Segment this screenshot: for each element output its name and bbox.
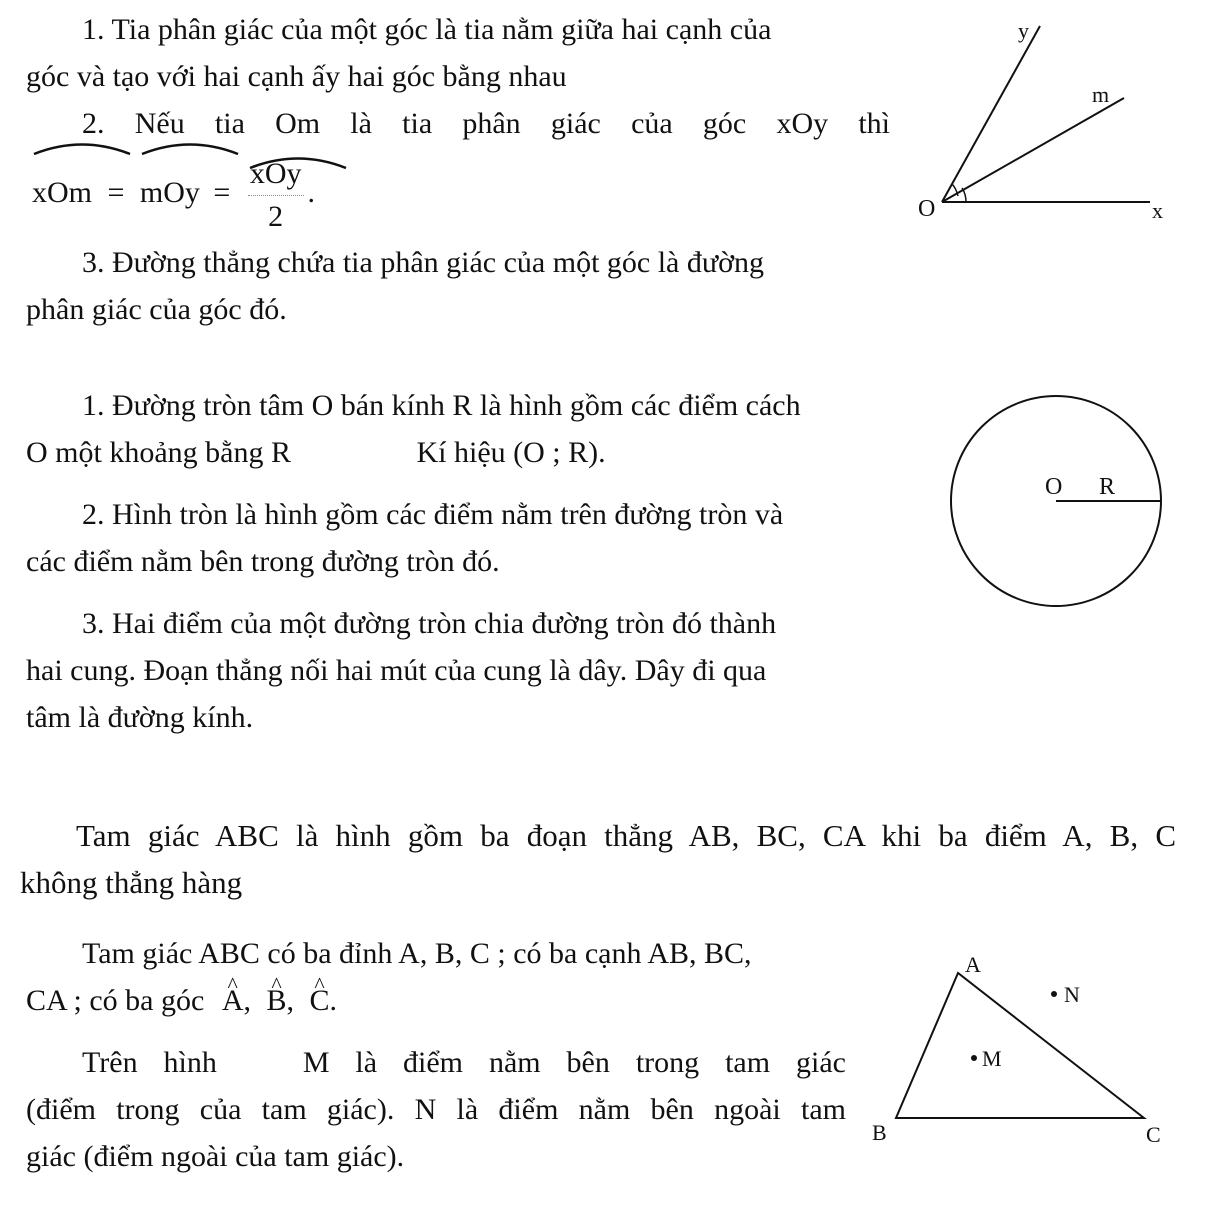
formula-period: . bbox=[307, 176, 316, 209]
label-y: y bbox=[1018, 18, 1029, 43]
vertex-label-b: B bbox=[872, 1120, 887, 1145]
equals-sign-1: = bbox=[107, 176, 125, 209]
vertex-label-a: A bbox=[965, 952, 981, 977]
disk-definition-line1: 2. Hình tròn là hình gồm các điểm nằm trên đường tròn và bbox=[82, 498, 784, 531]
bisector-definition-line1: 1. Tia phân giác của một góc là tia nằm giữa hai cạnh của bbox=[82, 13, 772, 46]
angle-xom bbox=[32, 147, 92, 239]
half-angle-fraction bbox=[248, 153, 304, 238]
bisector-text bbox=[26, 6, 890, 333]
angle-c-hat: ^ C bbox=[310, 977, 330, 1024]
label-x: x bbox=[1152, 198, 1163, 223]
point-m bbox=[971, 1055, 977, 1061]
fraction-denominator: 2 bbox=[268, 199, 284, 233]
angle-xom-label: xOm bbox=[32, 176, 92, 209]
triangle-definition-line1: Tam giác ABC là hình gồm ba đoạn thẳng AB, BC, CA khi ba điểm A, B, C bbox=[76, 818, 1176, 853]
bisector-line-definition-line2: phân giác của góc đó. bbox=[26, 293, 287, 326]
triangle-abc bbox=[896, 973, 1144, 1118]
angle-a-hat: ^ A bbox=[222, 977, 244, 1024]
label-o: O bbox=[918, 196, 936, 222]
point-n bbox=[1051, 991, 1057, 997]
circle-text bbox=[26, 382, 924, 741]
inside-point-line3: giác (điểm ngoài của tam giác). bbox=[26, 1140, 405, 1173]
arc-chord-line3: tâm là đường kính. bbox=[26, 701, 254, 734]
circle-figure bbox=[945, 393, 1170, 618]
triangle-definition-line2: không thẳng hàng bbox=[20, 865, 243, 900]
angle-b-hat: ^ B bbox=[266, 977, 286, 1024]
inside-point-line2: (điểm trong của tam giác). N là điểm nằm bên ngoài tam bbox=[26, 1093, 846, 1126]
angle-moy bbox=[140, 147, 200, 239]
bisector-formula bbox=[26, 147, 890, 239]
angles-prefix: CA ; có ba góc bbox=[26, 984, 205, 1017]
bisector-line-definition-line1: 3. Đường thẳng chứa tia phân giác của một góc là đường bbox=[82, 246, 764, 279]
circle-definition-line2a: O một khoảng bằng R bbox=[26, 436, 291, 469]
triangle-definition bbox=[20, 812, 1176, 906]
angle-xoy-label: xOy bbox=[249, 156, 302, 190]
label-m: m bbox=[1092, 82, 1110, 107]
triangle-elements-line2: CA ; có ba góc ^ A, ^ B, ^ C. bbox=[26, 977, 846, 1024]
radius-label-r: R bbox=[1099, 474, 1116, 500]
inside-point-line1b: M là điểm nằm bên trong tam giác bbox=[302, 1046, 846, 1079]
triangle-elements-line1: Tam giác ABC có ba đỉnh A, B, C ; có ba cạnh AB, BC, bbox=[82, 937, 752, 970]
circle-definition-line1: 1. Đường tròn tâm O bán kính R là hình gồm các điểm cách bbox=[82, 389, 801, 422]
bisector-definition-line2: góc và tạo với hai cạnh ấy hai góc bằng nhau bbox=[26, 60, 567, 93]
circle-notation: Kí hiệu (O ; R). bbox=[416, 436, 606, 469]
triangle-elements bbox=[26, 930, 846, 1180]
angle-xoy bbox=[248, 153, 304, 196]
vertex-label-c: C bbox=[1146, 1122, 1161, 1147]
ray-oy bbox=[942, 26, 1040, 202]
triangle-figure bbox=[868, 948, 1178, 1148]
circle-definition-line2 bbox=[26, 429, 924, 476]
center-label-o: O bbox=[1045, 474, 1063, 500]
inside-point-line1a: Trên hình bbox=[82, 1046, 217, 1079]
equals-sign-2: = bbox=[213, 176, 231, 209]
arc-chord-line2: hai cung. Đoạn thẳng nối hai mút của cung là dây. Dây đi qua bbox=[26, 654, 767, 687]
point-label-n: N bbox=[1064, 982, 1080, 1007]
angle-mark-outer bbox=[962, 188, 966, 202]
ray-om bbox=[942, 98, 1124, 202]
inside-point-line1 bbox=[26, 1039, 846, 1086]
disk-definition-line2: các điểm nằm bên trong đường tròn đó. bbox=[26, 545, 500, 578]
bisector-property-line1: 2. Nếu tia Om là tia phân giác của góc xOy thì bbox=[82, 107, 890, 140]
angle-moy-label: mOy bbox=[139, 176, 200, 209]
arc-chord-line1: 3. Hai điểm của một đường tròn chia đường tròn đó thành bbox=[82, 607, 777, 640]
bisector-figure bbox=[900, 10, 1200, 230]
point-label-m: M bbox=[982, 1046, 1002, 1071]
